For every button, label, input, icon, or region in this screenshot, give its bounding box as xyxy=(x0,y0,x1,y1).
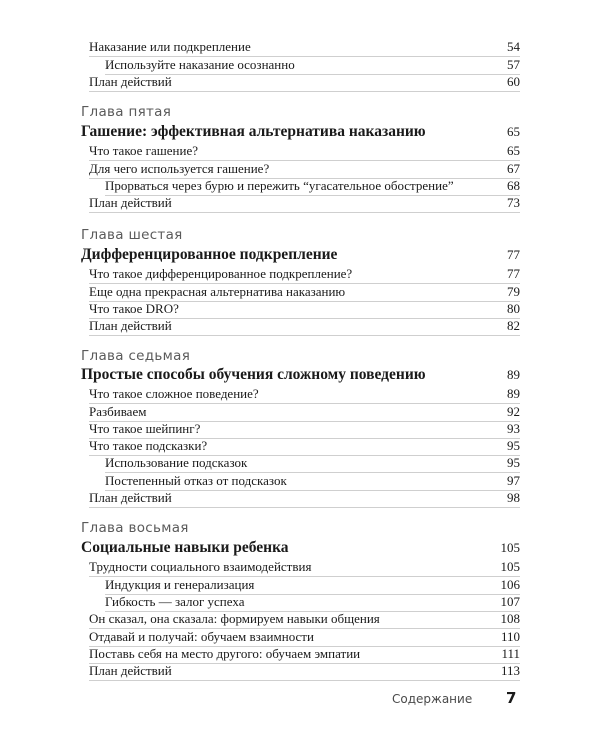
page-number: 7 xyxy=(506,689,517,707)
toc-entry xyxy=(89,558,520,576)
toc-page-number: 107 xyxy=(500,594,520,609)
toc-entry-title: Для чего используется гашение? xyxy=(89,161,270,176)
toc-entry-title: Поставь себя на место другого: обучаем эмпатии xyxy=(89,646,361,661)
toc-entry xyxy=(89,73,520,91)
toc-entry-title: Отдавай и получай: обучаем взаимности xyxy=(89,629,314,644)
footer-section-label: Содержание xyxy=(392,692,473,706)
toc-entry-title: Индукция и генерализация xyxy=(105,577,255,592)
toc-page-number: 65 xyxy=(507,124,520,139)
chapter-title-row xyxy=(81,537,520,559)
toc-entry-title: Что такое подсказки? xyxy=(89,438,208,453)
toc-page-number: 67 xyxy=(507,161,520,176)
toc-entry-title: Еще одна прекрасная альтернатива наказанию xyxy=(89,284,346,299)
chapter-title: Социальные навыки ребенка xyxy=(81,539,289,556)
chapter-label: Глава шестая xyxy=(81,227,183,243)
divider xyxy=(89,507,520,508)
toc-page-number: 97 xyxy=(507,473,520,488)
toc-page-number: 111 xyxy=(501,646,520,661)
toc-page-number: 113 xyxy=(500,663,520,678)
toc-page-number: 110 xyxy=(500,629,520,644)
toc-page-number: 95 xyxy=(507,438,520,453)
toc-page-number: 60 xyxy=(507,74,520,89)
toc-page-number: 77 xyxy=(507,266,520,281)
toc-entry-title: Что такое шейпинг? xyxy=(89,421,201,436)
toc-entry-title: Разбиваем xyxy=(89,404,147,419)
toc-entry xyxy=(89,385,520,403)
toc-entry xyxy=(89,610,520,628)
toc-entry xyxy=(89,317,520,335)
toc-page-number: 79 xyxy=(507,284,520,299)
toc-entry-title: Он сказал, она сказала: формируем навыки общения xyxy=(89,611,380,626)
toc-entry xyxy=(89,38,520,56)
toc-entry-title: Используйте наказание осознанно xyxy=(105,57,295,72)
chapter-label: Глава седьмая xyxy=(81,348,191,364)
toc-entry xyxy=(89,300,520,318)
toc-entry-title: Наказание или подкрепление xyxy=(89,39,251,54)
toc-entry-title: Прорваться через бурю и пережить “угасательное обострение” xyxy=(105,178,454,193)
toc-entry xyxy=(89,142,520,160)
toc-entry-title: План действий xyxy=(89,195,172,210)
toc-page-number: 65 xyxy=(507,143,520,158)
chapter-title-row xyxy=(81,121,520,143)
toc-entry-title: Использование подсказок xyxy=(105,455,248,470)
toc-entry-title: План действий xyxy=(89,318,172,333)
toc-page-number: 105 xyxy=(500,559,520,574)
toc-entry xyxy=(89,403,520,421)
toc-entry-title: Постепенный отказ от подсказок xyxy=(105,473,287,488)
toc-entry xyxy=(105,593,520,611)
toc-page-number: 89 xyxy=(507,386,520,401)
toc-entry xyxy=(105,576,520,594)
toc-page-number: 92 xyxy=(507,404,520,419)
toc-page-number: 77 xyxy=(507,247,520,262)
toc-entry xyxy=(89,628,520,646)
toc-entry xyxy=(89,194,520,212)
toc-entry xyxy=(89,420,520,438)
toc-page-number: 108 xyxy=(500,611,520,626)
toc-page-number: 73 xyxy=(507,195,520,210)
chapter-label: Глава пятая xyxy=(81,104,172,120)
toc-entry xyxy=(89,160,520,178)
toc-page-number: 89 xyxy=(507,367,520,382)
toc-entry xyxy=(105,177,520,195)
toc-entry xyxy=(105,56,520,74)
toc-page-number: 54 xyxy=(507,39,520,54)
toc-entry-title: План действий xyxy=(89,74,172,89)
chapter-title: Дифференцированное подкрепление xyxy=(81,246,338,263)
toc-page-number: 98 xyxy=(507,490,520,505)
toc-entry-title: Гибкость — залог успеха xyxy=(105,594,245,609)
toc-entry-title: Что такое дифференцированное подкрепление? xyxy=(89,266,353,281)
toc-entry xyxy=(89,265,520,283)
toc-entry-title: Что такое DRO? xyxy=(89,301,179,316)
toc-page-number: 93 xyxy=(507,421,520,436)
toc-page-number: 68 xyxy=(507,178,520,193)
toc-entry xyxy=(89,489,520,507)
toc-entry xyxy=(89,283,520,301)
divider xyxy=(89,212,520,213)
toc-entry xyxy=(89,645,520,663)
chapter-label: Глава восьмая xyxy=(81,520,189,536)
toc-entry-title: Что такое гашение? xyxy=(89,143,198,158)
toc-page-number: 95 xyxy=(507,455,520,470)
toc-entry-title: План действий xyxy=(89,490,172,505)
toc-entry xyxy=(89,437,520,455)
toc-entry-title: Что такое сложное поведение? xyxy=(89,386,259,401)
toc-entry-title: Трудности социального взаимодействия xyxy=(89,559,312,574)
divider xyxy=(89,680,520,681)
toc-page-number: 106 xyxy=(500,577,520,592)
toc-entry-title: План действий xyxy=(89,663,172,678)
divider xyxy=(89,91,520,92)
toc-page-number: 57 xyxy=(507,57,520,72)
chapter-title-row xyxy=(81,244,520,266)
toc-entry xyxy=(105,472,520,490)
chapter-title: Простые способы обучения сложному поведению xyxy=(81,366,426,383)
toc-entry xyxy=(105,454,520,472)
divider xyxy=(89,335,520,336)
toc-entry xyxy=(89,662,520,680)
chapter-title-row xyxy=(81,364,520,386)
chapter-title: Гашение: эффективная альтернатива наказанию xyxy=(81,123,426,140)
toc-page-number: 80 xyxy=(507,301,520,316)
toc-page-number: 105 xyxy=(500,540,520,555)
toc-page-number: 82 xyxy=(507,318,520,333)
